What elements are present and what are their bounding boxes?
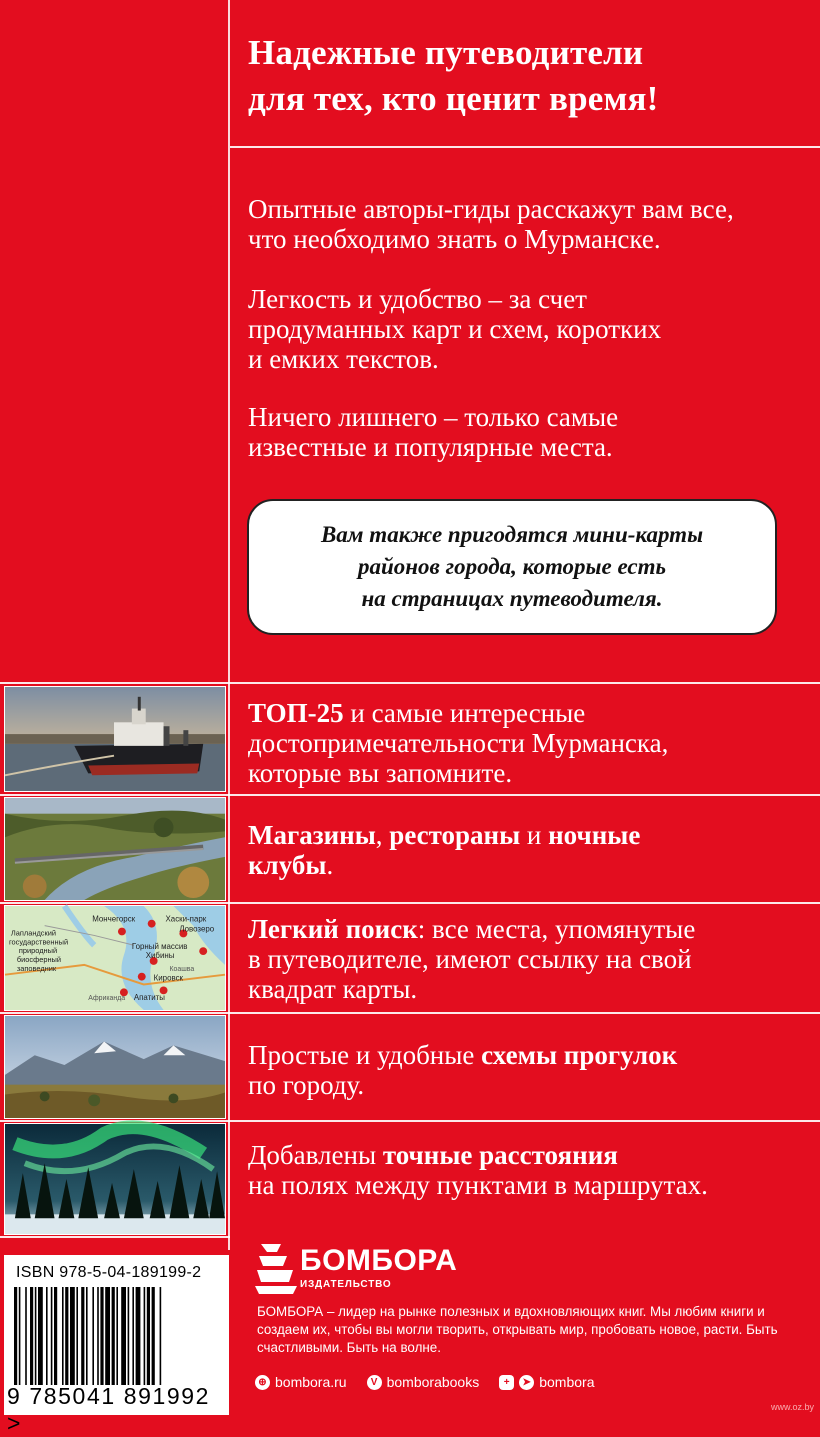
feature-top25-bold: ТОП-25 <box>248 698 344 728</box>
publisher-name: БОМБОРА <box>300 1244 458 1277</box>
barcode-bar <box>38 1287 43 1385</box>
map-label-reserve-4: биосферный <box>16 954 62 964</box>
divider-2 <box>0 902 820 904</box>
vertical-divider <box>228 0 230 1250</box>
feature-distances-line-2: на полях между пунктами в маршрутах. <box>248 1170 708 1200</box>
barcode-bar <box>97 1287 99 1385</box>
feature-walking-text: Простые и удобные <box>248 1040 482 1070</box>
barcode-bar <box>81 1287 84 1385</box>
feature-easy-search <box>248 914 808 1004</box>
vk-link[interactable]: bomborabooks <box>386 1374 480 1390</box>
publisher-description: БОМБОРА – лидер на рынке полезных и вдохновляющих книг. Мы любим книги и создаем их, чтобы вы могли творить, открывать мир, пробовать новое, расти. Быть счастливыми. Быть на волне. <box>257 1304 778 1355</box>
barcode-bar <box>160 1287 162 1385</box>
feature-top25-text: и самые интересные <box>343 698 586 728</box>
feature-shops-sep: , <box>375 820 390 850</box>
barcode-bar <box>116 1287 118 1385</box>
mini-maps-callout <box>247 499 777 635</box>
barcode-bar <box>25 1287 27 1385</box>
feature-top25 <box>248 698 808 788</box>
barcode <box>14 1287 219 1385</box>
feature-top25-line-3: которые вы запомните. <box>248 758 513 788</box>
feature-walking-line-2: по городу. <box>248 1070 365 1100</box>
divider-3 <box>0 1012 820 1014</box>
mountains-photo <box>4 1015 226 1119</box>
region-map-thumbnail <box>4 905 226 1011</box>
isbn-barcode-box <box>4 1255 229 1436</box>
vk-icon: V <box>367 1375 382 1390</box>
paragraph-line: известные и популярные места. <box>248 432 613 462</box>
barcode-bar <box>112 1287 115 1385</box>
map-label-reserve-2: государственный <box>8 937 69 947</box>
map-label-apatity: Апатиты <box>133 993 165 1003</box>
callout-line-3: на страницах путеводителя. <box>361 586 663 611</box>
paragraph-nothing-extra <box>248 402 808 462</box>
barcode-bar <box>30 1287 33 1385</box>
paragraph-line: и емких текстов. <box>248 344 439 374</box>
paragraph-authors <box>248 194 808 254</box>
barcode-bar <box>121 1287 126 1385</box>
feature-shops-and: и <box>520 820 549 850</box>
feature-clubs-bold: клубы <box>248 850 327 880</box>
icebreaker-photo <box>4 686 226 792</box>
map-label-khibiny-1: Горный массив <box>131 942 188 952</box>
callout-line-1: Вам также пригодятся мини-карты <box>320 522 704 547</box>
northern-lights-photo <box>4 1123 226 1235</box>
telegram-link[interactable]: bombora <box>539 1374 595 1390</box>
feature-night-bold: ночные <box>548 820 641 850</box>
divider-top <box>230 146 820 148</box>
feature-top25-line-2: достопримечательности Мурманска, <box>248 728 669 758</box>
divider-1 <box>0 794 820 796</box>
paragraph-ease <box>248 284 808 374</box>
map-label-reserve-3: природный <box>18 946 58 956</box>
paragraph-line: что необходимо знать о Мурманске. <box>248 224 661 254</box>
paragraph-line: Опытные авторы-гиды расскажут вам все, <box>248 194 734 224</box>
barcode-bar <box>76 1287 78 1385</box>
feature-restaurants-bold: рестораны <box>389 820 521 850</box>
barcode-bar <box>35 1287 37 1385</box>
map-label-lovozero: Ловозеро <box>179 924 215 934</box>
map-label-husky-park: Хаски-парк <box>165 914 207 924</box>
barcode-bar <box>46 1287 48 1385</box>
barcode-bar <box>14 1287 17 1385</box>
globe-icon: ⊕ <box>255 1375 270 1390</box>
barcode-bar <box>136 1287 141 1385</box>
headline <box>248 30 808 122</box>
watermark: www.oz.by <box>770 1402 814 1412</box>
barcode-bar <box>54 1287 57 1385</box>
headline-line-1: Надежные путеводители <box>248 33 644 72</box>
river-bridge-photo <box>4 797 226 901</box>
callout-line-2: районов города, которые есть <box>358 554 666 579</box>
feature-easy-search-bold: Легкий поиск <box>248 914 418 944</box>
map-label-koashva: Коашва <box>169 965 195 973</box>
map-label-reserve-5: заповедник <box>16 963 57 973</box>
paragraph-line: Ничего лишнего – только самые <box>248 402 619 432</box>
plus-icon: + <box>499 1375 514 1390</box>
feature-distances-bold: точные расстояния <box>382 1140 618 1170</box>
feature-easy-search-text: : все места, упомянутые <box>417 914 696 944</box>
social-links <box>255 1374 594 1390</box>
feature-easy-search-line-3: квадрат карты. <box>248 974 418 1004</box>
feature-walking-bold: схемы прогулок <box>481 1040 678 1070</box>
barcode-bar <box>92 1287 94 1385</box>
feature-distances <box>248 1140 808 1200</box>
headline-line-2: для тех, кто ценит время! <box>248 79 659 118</box>
barcode-bar <box>147 1287 150 1385</box>
divider-5 <box>0 1236 230 1238</box>
map-label-reserve-1: Лапландский <box>10 928 57 938</box>
barcode-bar <box>132 1287 134 1385</box>
map-label-afrikanda: Африканда <box>88 995 126 1003</box>
isbn-label: ISBN 978-5-04-189199-2 <box>16 1264 202 1281</box>
isbn-digits: 9 785041 891992 > <box>7 1383 211 1436</box>
feature-easy-search-line-2: в путеводителе, имеют ссылку на свой <box>248 944 692 974</box>
feature-shops-bold: Магазины <box>248 820 376 850</box>
barcode-bar <box>144 1287 146 1385</box>
feature-walking-routes <box>248 1040 808 1100</box>
map-label-monchegorsk: Мончегорск <box>92 914 136 924</box>
barcode-bar <box>65 1287 68 1385</box>
barcode-bar <box>51 1287 53 1385</box>
barcode-bar <box>70 1287 75 1385</box>
feature-shops <box>248 820 808 880</box>
publisher-subtitle: ИЗДАТЕЛЬСТВО <box>300 1279 392 1290</box>
barcode-bar <box>128 1287 130 1385</box>
feature-distances-text: Добавлены <box>248 1140 383 1170</box>
barcode-bar <box>105 1287 110 1385</box>
divider-callout <box>0 682 820 684</box>
paragraph-line: Легкость и удобство – за счет <box>248 284 587 314</box>
telegram-icon: ➤ <box>519 1375 534 1390</box>
barcode-bar <box>152 1287 155 1385</box>
feature-shops-period: . <box>326 850 334 880</box>
map-label-khibiny-2: Хибины <box>145 951 175 960</box>
barcode-bar <box>62 1287 64 1385</box>
map-label-kirovsk: Кировск <box>153 973 184 983</box>
barcode-bar <box>19 1287 21 1385</box>
barcode-bar <box>86 1287 88 1385</box>
website-link[interactable]: bombora.ru <box>275 1374 347 1390</box>
barcode-bar <box>100 1287 103 1385</box>
paragraph-line: продуманных карт и схем, коротких <box>248 314 662 344</box>
